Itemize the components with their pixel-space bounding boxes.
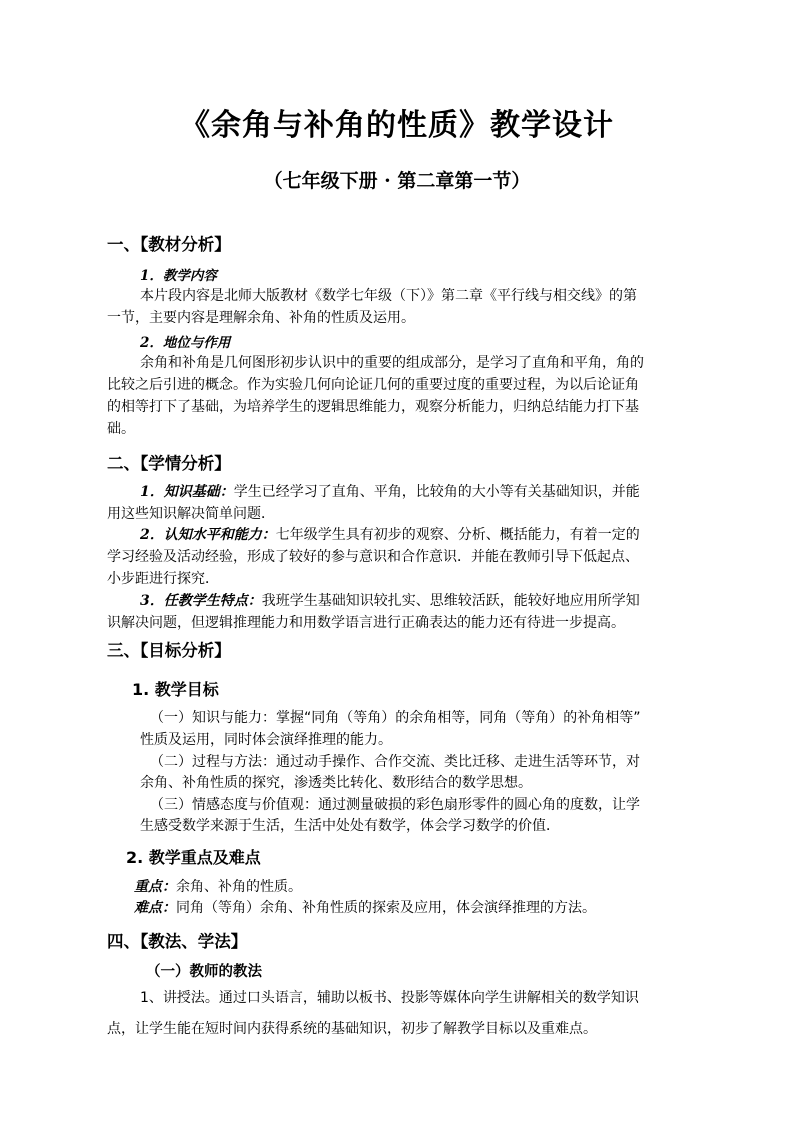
key-label: 重点： [134, 879, 176, 895]
paragraph-line: （三）情感态度与价值观：通过测量破损的彩色扇形零件的圆心角的度数，让学 [150, 797, 640, 813]
document-subtitle: （七年级下册 · 第二章第一节） [263, 170, 531, 192]
paragraph-line: 1、讲授法。通过口头语言，辅助以板书、投影等媒体向学生讲解相关的数学知识 [140, 990, 639, 1006]
paragraph-line: 础。 [107, 421, 135, 437]
paragraph-line: 小步距进行探究． [107, 571, 219, 587]
item-text: 我班学生基础知识较扎实、思维较活跃，能较好地应用所学知 [261, 593, 640, 609]
subheading-teaching-content: 1．教学内容 [140, 268, 217, 284]
subheading-teacher-methods: （一）教师的教法 [146, 963, 262, 980]
section-heading-student-analysis: 二、【学情分析】 [107, 454, 231, 473]
subheading-key-difficult: 2. 教学重点及难点 [126, 848, 261, 867]
key-text: 余角、补角的性质。 [176, 879, 302, 895]
paragraph-line: 的相等打下了基础，为培养学生的逻辑思维能力，观察分析能力，归纳总结能力打下基 [107, 399, 639, 415]
difficult-text: 同角（等角）余角、补角性质的探索及应用，体会演绎推理的方法。 [176, 900, 596, 916]
key-point [134, 877, 302, 897]
paragraph-line: （二）过程与方法：通过动手操作、合作交流、类比迁移、走进生活等环节，对 [150, 754, 640, 770]
paragraph-line: 余角、补角性质的探究，渗透类比转化、数形结合的数学思想。 [140, 775, 532, 791]
paragraph-line: 本片段内容是北师大版教材《数学七年级（下）》第二章《平行线与相交线》的第 [140, 288, 637, 304]
item-label: 1．知识基础： [140, 484, 234, 500]
list-item [140, 591, 640, 611]
paragraph-line: 用这些知识解决简单问题． [107, 506, 275, 522]
paragraph-line: 一节，主要内容是理解余角、补角的性质及运用。 [107, 310, 415, 326]
item-text: 七年级学生具有初步的观察、分析、概括能力，有着一定的 [275, 527, 640, 543]
paragraph-line: 生感受数学来源于生活，生活中处处有数学，体会学习数学的价值． [140, 818, 560, 834]
item-label: 3．任教学生特点： [140, 593, 262, 609]
list-item [140, 525, 640, 545]
subheading-teaching-goals: 1. 教学目标 [132, 680, 219, 699]
item-text: 学生已经学习了直角、平角，比较角的大小等有关基础知识，并能 [233, 484, 640, 500]
section-heading-goal-analysis: 三、【目标分析】 [107, 641, 231, 660]
paragraph-line: 点，让学生能在短时间内获得系统的基础知识，初步了解教学目标以及重难点。 [107, 1021, 597, 1037]
paragraph-line: 学习经验及活动经验，形成了较好的参与意识和合作意识．并能在教师引导下低起点、 [107, 549, 639, 565]
paragraph-line: （一）知识与能力：掌握“同角（等角）的余角相等，同角（等角）的补角相等” [150, 710, 641, 726]
paragraph-line: 余角和补角是几何图形初步认识中的重要的组成部分，是学习了直角和平角，角的 [140, 355, 644, 371]
item-label: 2．认知水平和能力： [140, 527, 276, 543]
paragraph-line: 识解决问题，但逻辑推理能力和用数学语言进行正确表达的能力还有待进一步提高。 [107, 615, 625, 631]
paragraph-line: 性质及运用，同时体会演绎推理的能力。 [140, 732, 392, 748]
document-title: 《余角与补角的性质》教学设计 [180, 108, 614, 143]
section-heading-textbook-analysis: 一、【教材分析】 [107, 235, 231, 254]
paragraph-line: 比较之后引进的概念。作为实验几何向论证几何的重要过度的重要过程，为以后论证角 [107, 377, 639, 393]
difficult-point [134, 898, 596, 918]
difficult-label: 难点： [134, 900, 176, 916]
list-item [140, 482, 640, 502]
section-heading-methods: 四、【教法、学法】 [107, 932, 248, 951]
subheading-status-role: 2．地位与作用 [140, 335, 231, 351]
